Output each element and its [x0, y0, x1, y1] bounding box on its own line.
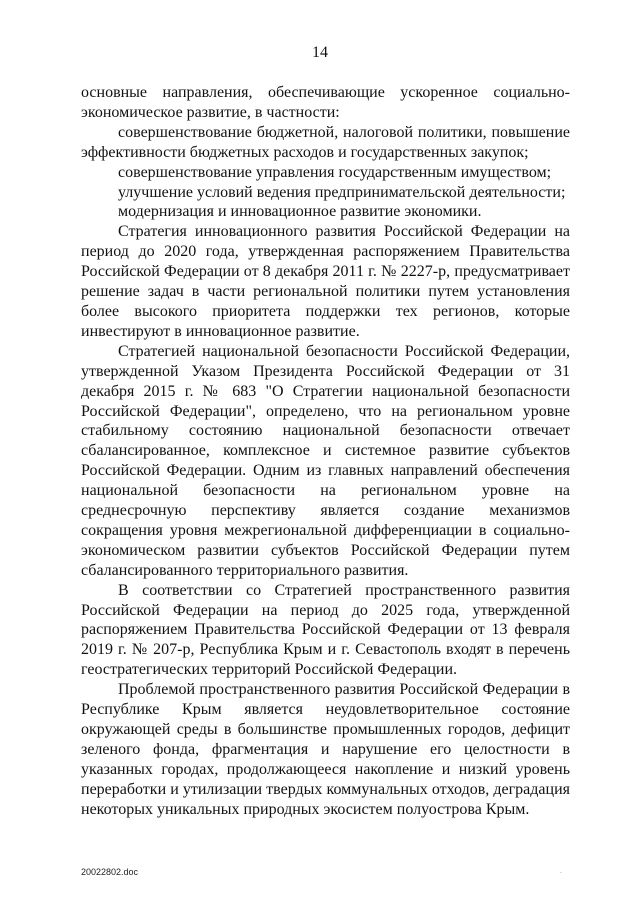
paragraph-5: модернизация и инновационное развитие экономики.	[118, 203, 482, 221]
footer-file-code: 20022802.doc	[81, 867, 139, 877]
paragraph-6: Стратегия инновационного развития Российской Федерации на период до 2020 года, утвержденная распоряжением Правительства Российской Федерации от 8 декабря 2011 г. № 2227-р, предусматривает решение задач в части региональной политики путем установления более высокого приоритета поддержки тех регионов, которые инвестируют в инновационное развитие.	[81, 223, 570, 340]
paragraph-9: Проблемой пространственного развития Российской Федерации в Республике Крым является неудовлетворительное состояние окружающей среды в большинстве промышленных городов, дефицит зеленого фонда, фрагментация и нарушение его целостности в указанных городах, продолжающееся накопление и низкий уровень переработки и утилизации твердых коммунальных отходов, деградация некоторых уникальных природных экосистем полуострова Крым.	[81, 681, 570, 818]
paragraph-7: Стратегией национальной безопасности Российской Федерации, утвержденной Указом Президента Российской Федерации от 31 декабря 2015 г. № 683 "О Стратегии национальной безопасности Российской Федерации", определено, что на региональном уровне стабильному состоянию национальной безопасности отвечает сбалансированное, комплексное и системное развитие субъектов Российской Федерации. Одним из главных направлений обеспечения национальной безопасности на региональном уровне на среднесрочную перспективу является создание механизмов сокращения уровня межрегиональной дифференциации в социально-экономическом развитии субъектов Российской Федерации путем сбалансированного территориального развития.	[81, 342, 570, 579]
paragraph-8: В соответствии со Стратегией пространственного развития Российской Федерации на период до 2025 года, утвержденной распоряжением Правительства Российской Федерации от 13 февраля 2019 г. № 207-р, Республика Крым и г. Севастополь входят в перечень геостратегических территорий Российской Федерации.	[81, 581, 570, 679]
paragraph-4: улучшение условий ведения предпринимательской деятельности;	[118, 183, 566, 201]
page-number: 14	[312, 44, 328, 61]
paragraph-3: совершенствование управления государственным имуществом;	[118, 163, 552, 181]
paragraph-1: основные направления, обеспечивающие ускоренное социально-экономическое развитие, в частности:	[81, 84, 570, 121]
footer-mark: ·	[560, 870, 562, 876]
paragraph-2: совершенствование бюджетной, налоговой политики, повышение эффективности бюджетных расходов и государственных закупок;	[81, 123, 570, 161]
document-body	[81, 83, 570, 820]
